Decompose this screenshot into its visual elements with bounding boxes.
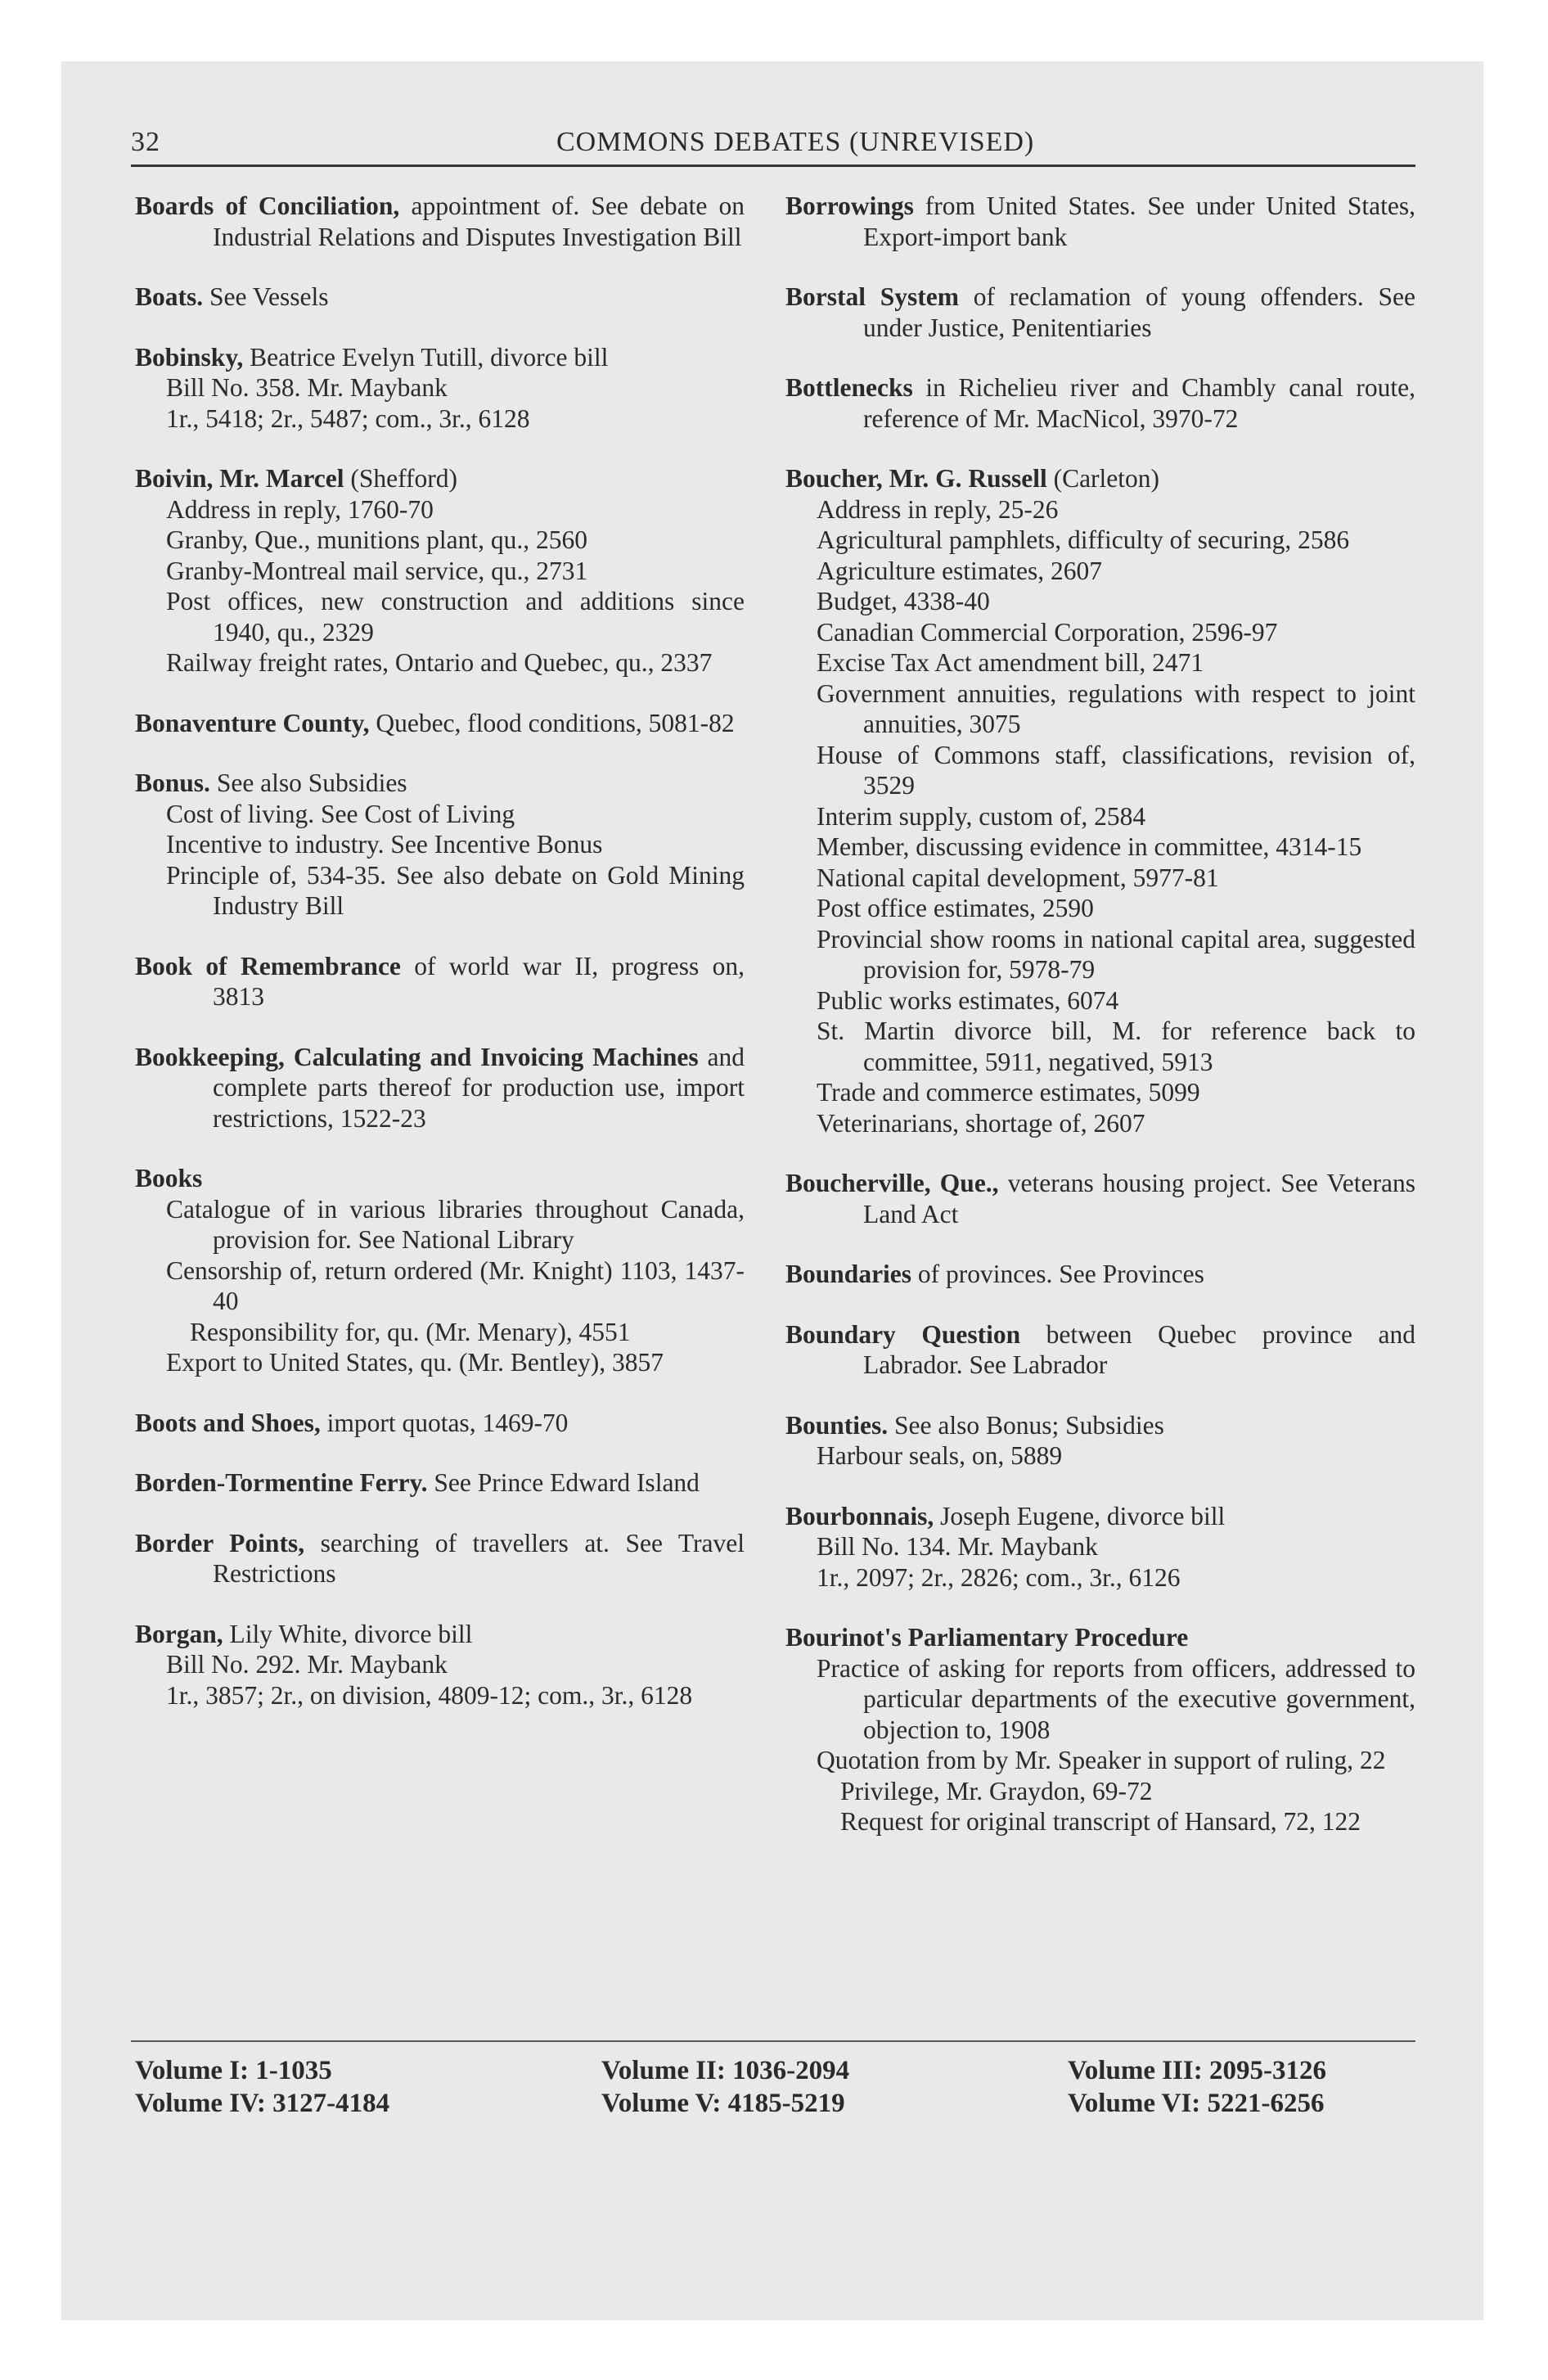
entry-subentry: Principle of, 534-35. See also debate on Gold Mining Industry Bill: [166, 860, 745, 920]
entry-text: Quebec, flood conditions, 5081-82: [369, 708, 735, 737]
entry-subentry: Quotation from by Mr. Speaker in support of ruling, 22: [817, 1746, 1386, 1774]
entry-subentry: Agricultural pamphlets, difficulty of securing, 2586: [817, 525, 1350, 554]
entry-text: (Carleton): [1046, 464, 1160, 493]
entry-subentry: Practice of asking for reports from officers, addressed to particular departments of the executive government, objection to, 1908: [817, 1653, 1415, 1744]
entry-first-line: [135, 191, 745, 252]
entry-heading: Bobinsky,: [135, 342, 244, 372]
entry-first-line: [785, 1259, 1415, 1290]
entry-heading: Border Points,: [135, 1528, 305, 1557]
entry-subentry: Privilege, Mr. Graydon, 69-72: [840, 1776, 1153, 1805]
entry-first-line: [785, 1501, 1415, 1532]
entry-text: (Shefford): [344, 464, 457, 493]
entry-heading: Boats.: [135, 282, 204, 311]
entry-text: Lily White, divorce bill: [223, 1619, 473, 1648]
volume-range: [601, 2087, 845, 2120]
entry-text: Beatrice Evelyn Tutill, divorce bill: [243, 342, 609, 372]
entry-continuation: Bill No. 134. Mr. Maybank: [817, 1532, 1098, 1561]
entry-text: of reclamation of young offenders. See under Justice, Penitentiaries: [863, 282, 1415, 342]
entry-first-line: [785, 1410, 1415, 1441]
entry-heading: Bourinot's Parliamentary Procedure: [785, 1623, 1189, 1652]
page-title: COMMONS DEBATES (UNREVISED): [556, 127, 1035, 157]
entry-first-line: [135, 282, 745, 313]
entry-first-line: [135, 951, 745, 1012]
index-entry: [135, 1528, 745, 1589]
entry-subentry: Public works estimates, 6074: [817, 985, 1119, 1015]
entry-subentry: Canadian Commercial Corporation, 2596-97: [817, 617, 1278, 647]
entry-first-line: [135, 342, 745, 373]
entry-subentry: Incentive to industry. See Incentive Bonus: [166, 830, 603, 859]
index-entry: [785, 282, 1415, 343]
entry-text: See also Subsidies: [209, 769, 407, 797]
index-entry: [135, 282, 745, 313]
volume-label: Volume I:: [135, 2056, 250, 2085]
entry-continuation: 1r., 3857; 2r., on division, 4809-12; com., 3r., 6128: [166, 1680, 693, 1710]
volume-label: Volume II:: [601, 2056, 726, 2085]
entry-heading: Boucher, Mr. G. Russell: [785, 464, 1047, 493]
index-entry: [785, 463, 1415, 1138]
index-entry: [785, 1168, 1415, 1229]
volume-label: Volume III:: [1068, 2056, 1203, 2085]
entry-heading: Books: [135, 1164, 203, 1192]
entry-text: Joseph Eugene, divorce bill: [934, 1501, 1226, 1530]
entry-subentry: Trade and commerce estimates, 5099: [817, 1078, 1200, 1107]
volume-range: [1068, 2087, 1325, 2120]
index-entry: [785, 191, 1415, 252]
entry-text: searching of travellers at. See Travel Restrictions: [213, 1528, 745, 1588]
entry-heading: Bourbonnais,: [785, 1501, 934, 1530]
entry-continuation: 1r., 2097; 2r., 2826; com., 3r., 6126: [817, 1562, 1181, 1592]
volume-label: Volume IV:: [135, 2089, 266, 2118]
index-entry: [785, 1259, 1415, 1290]
index-entry: [135, 191, 745, 252]
entry-heading: Borrowings: [785, 192, 914, 220]
entry-heading: Boards of Conciliation,: [135, 192, 400, 220]
entry-first-line: [785, 282, 1415, 343]
entry-heading: Boundaries: [785, 1260, 912, 1288]
entry-heading: Borstal System: [785, 282, 959, 311]
index-entry: [135, 463, 745, 678]
index-entry: [135, 1163, 745, 1378]
entry-first-line: [785, 1319, 1415, 1381]
entry-text: See also Bonus; Subsidies: [888, 1410, 1164, 1440]
entry-first-line: [135, 768, 745, 799]
entry-subentry: Granby, Que., munitions plant, qu., 2560: [166, 525, 588, 554]
index-entry: [135, 708, 745, 739]
volume-label: Volume V:: [601, 2089, 722, 2118]
entry-subentry: Address in reply, 25-26: [817, 494, 1059, 524]
index-entry: [135, 342, 745, 435]
entry-continuation: Bill No. 358. Mr. Maybank: [166, 373, 448, 402]
entry-subentry: Export to United States, qu. (Mr. Bentley), 3857: [166, 1348, 664, 1377]
entry-subentry: Member, discussing evidence in committee, 4314-15: [817, 832, 1362, 861]
entry-text: of world war II, progress on, 3813: [213, 951, 745, 1011]
entry-text: between Quebec province and Labrador. See Labrador: [863, 1319, 1415, 1379]
index-entry: [785, 1319, 1415, 1381]
entry-heading: Bounties.: [785, 1410, 889, 1440]
index-entry: [785, 1501, 1415, 1593]
page-range: 4185-5219: [727, 2089, 845, 2118]
page-range: 3127-4184: [272, 2089, 390, 2118]
entry-heading: Borgan,: [135, 1619, 223, 1648]
entry-heading: Book of Remembrance: [135, 951, 401, 980]
header-rule: [131, 165, 1415, 167]
entry-first-line: [135, 463, 745, 494]
index-entry: [135, 1619, 745, 1711]
page-range: 5221-6256: [1207, 2089, 1325, 2118]
volume-range: [1068, 2054, 1326, 2087]
entry-subentry: Excise Tax Act amendment bill, 2471: [817, 648, 1204, 677]
entry-continuation: 1r., 5418; 2r., 5487; com., 3r., 6128: [166, 403, 530, 433]
entry-first-line: [135, 1467, 745, 1499]
entry-heading: Boundary Question: [785, 1319, 1021, 1349]
index-entry: [135, 1408, 745, 1439]
left-column: [135, 191, 745, 1740]
entry-heading: Borden-Tormentine Ferry.: [135, 1468, 428, 1497]
entry-first-line: [135, 1619, 745, 1650]
entry-subentry: Censorship of, return ordered (Mr. Knight) 1103, 1437-40: [166, 1255, 745, 1315]
entry-subentry: Address in reply, 1760-70: [166, 494, 434, 524]
entry-subentry: National capital development, 5977-81: [817, 863, 1219, 892]
page-header: [131, 127, 1415, 176]
page-range: 2095-3126: [1208, 2056, 1326, 2085]
volume-range: [135, 2054, 332, 2087]
entry-text: See Vessels: [203, 282, 329, 311]
entry-subentry: Agriculture estimates, 2607: [817, 556, 1103, 585]
volume-range: [601, 2054, 849, 2087]
entry-text: and complete parts thereof for production use, import restrictions, 1522-23: [213, 1042, 745, 1133]
entry-heading: Boots and Shoes,: [135, 1408, 321, 1437]
entry-subentry: Catalogue of in various libraries throughout Canada, provision for. See National Library: [166, 1194, 745, 1254]
entry-heading: Bottlenecks: [785, 373, 913, 402]
entry-continuation: Bill No. 292. Mr. Maybank: [166, 1650, 448, 1679]
index-entry: [135, 1467, 745, 1499]
entry-first-line: [135, 708, 745, 739]
entry-text: in Richelieu river and Chambly canal route, reference of Mr. MacNicol, 3970-72: [863, 373, 1415, 433]
entry-text: veterans housing project. See Veterans Land Act: [863, 1169, 1415, 1228]
entry-text: import quotas, 1469-70: [320, 1408, 569, 1437]
entry-subentry: Government annuities, regulations with respect to joint annuities, 3075: [817, 678, 1415, 738]
entry-subentry: Request for original transcript of Hansard, 72, 122: [840, 1807, 1361, 1836]
entry-first-line: [785, 463, 1415, 494]
entry-heading: Bookkeeping, Calculating and Invoicing Machines: [135, 1042, 699, 1071]
entry-heading: Boivin, Mr. Marcel: [135, 464, 344, 493]
entry-first-line: [785, 1168, 1415, 1229]
entry-text: of provinces. See Provinces: [911, 1260, 1204, 1288]
index-entry: [785, 1410, 1415, 1472]
entry-text: appointment of. See debate on Industrial Relations and Disputes Investigation Bill: [213, 192, 745, 251]
entry-subentry: Interim supply, custom of, 2584: [817, 801, 1146, 831]
page-number: 32: [131, 127, 160, 157]
index-entry: [135, 951, 745, 1012]
entry-heading: Bonus.: [135, 769, 210, 797]
index-entry: [135, 1042, 745, 1134]
scanned-page: [61, 61, 1483, 2320]
index-entry: [135, 768, 745, 922]
entry-subentry: St. Martin divorce bill, M. for reference back to committee, 5911, negatived, 5913: [817, 1016, 1415, 1076]
index-entry: [785, 372, 1415, 434]
entry-subentry: House of Commons staff, classifications, revision of, 3529: [817, 740, 1415, 800]
entry-heading: Boucherville, Que.,: [785, 1169, 999, 1197]
entry-first-line: [135, 1528, 745, 1589]
entry-subentry: Granby-Montreal mail service, qu., 2731: [166, 556, 588, 585]
right-column: [785, 191, 1415, 1867]
index-entry: [785, 1622, 1415, 1837]
entry-first-line: [785, 372, 1415, 434]
entry-subentry: Responsibility for, qu. (Mr. Menary), 4551: [190, 1317, 631, 1346]
entry-subentry: Harbour seals, on, 5889: [817, 1441, 1063, 1470]
entry-heading: Bonaventure County,: [135, 708, 370, 737]
entry-subentry: Budget, 4338-40: [817, 587, 990, 615]
entry-subentry: Cost of living. See Cost of Living: [166, 799, 515, 828]
entry-text: See Prince Edward Island: [427, 1468, 700, 1497]
page-range: 1-1035: [255, 2056, 332, 2085]
entry-first-line: [135, 1042, 745, 1134]
volume-label: Volume VI:: [1068, 2089, 1201, 2118]
entry-subentry: Railway freight rates, Ontario and Quebec, qu., 2337: [166, 648, 713, 677]
volume-range: [135, 2087, 389, 2120]
entry-text: from United States. See under United States, Export-import bank: [863, 192, 1415, 251]
footer-rule: [131, 2040, 1415, 2042]
entry-subentry: Post office estimates, 2590: [817, 894, 1094, 922]
entry-subentry: Veterinarians, shortage of, 2607: [817, 1108, 1145, 1138]
entry-subentry: Post offices, new construction and additions since 1940, qu., 2329: [166, 587, 745, 647]
page-range: 1036-2094: [732, 2056, 850, 2085]
entry-first-line: [135, 1408, 745, 1439]
entry-subentry: Provincial show rooms in national capital area, suggested provision for, 5978-79: [817, 924, 1415, 984]
entry-first-line: [785, 191, 1415, 252]
